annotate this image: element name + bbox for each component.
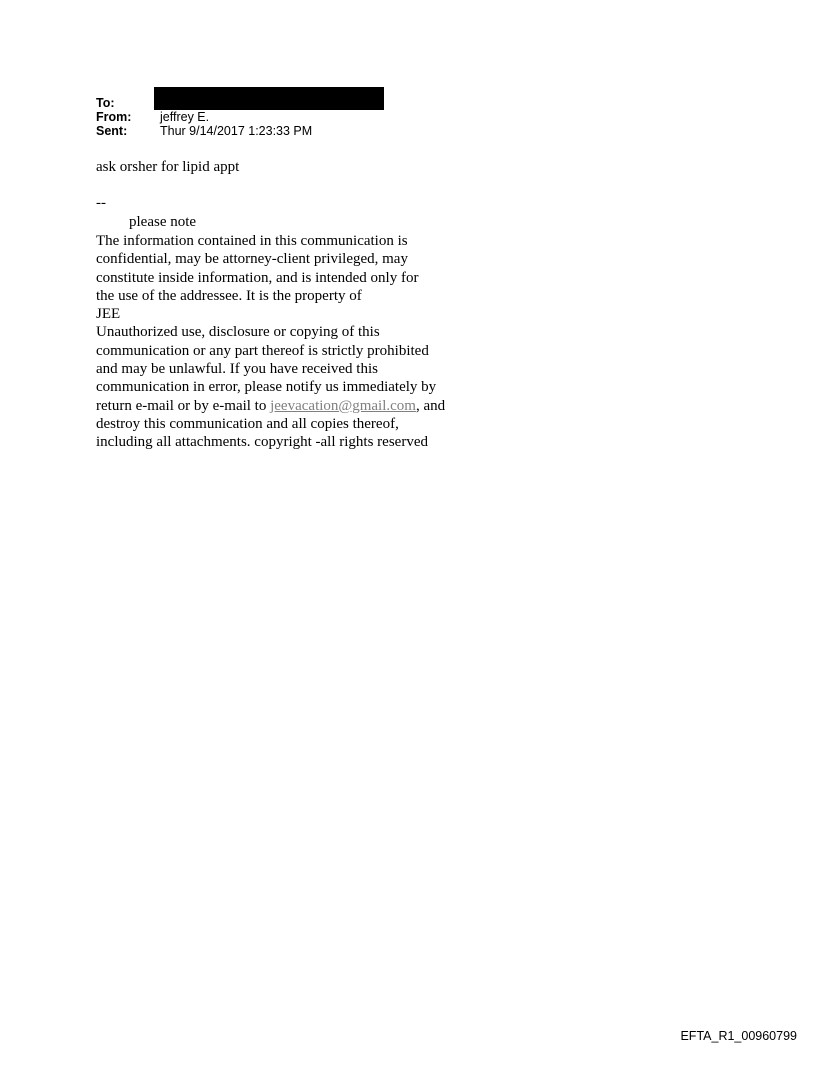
disclaimer-line: JEE: [96, 306, 121, 323]
disclaimer-line: destroy this communication and all copies thereof,: [96, 415, 399, 432]
disclaimer-line: Unauthorized use, disclosure or copying of this: [96, 324, 380, 341]
disclaimer: [96, 232, 445, 452]
from-label: From:: [96, 110, 132, 124]
to-label: To:: [96, 96, 115, 110]
to-row: [96, 96, 312, 110]
disclaimer-line: communication in error, please notify us immediately by: [96, 379, 437, 396]
document-id: EFTA_R1_00960799: [680, 1029, 797, 1043]
from-row: [96, 110, 312, 124]
disclaimer-line: confidential, may be attorney-client privileged, may: [96, 251, 408, 268]
disclaimer-line: including all attachments. copyright -all rights reserved: [96, 434, 428, 451]
disclaimer-email-line: [96, 397, 445, 415]
email-link[interactable]: jeevacation@gmail.com: [270, 397, 416, 414]
disclaimer-line: the use of the addressee. It is the property of: [96, 287, 362, 304]
note-title: please note: [129, 214, 197, 230]
sent-row: [96, 124, 312, 138]
email-header: [96, 96, 312, 138]
disclaimer-line: communication or any part thereof is strictly prohibited: [96, 342, 429, 359]
from-value: jeffrey E.: [160, 110, 210, 124]
signature-separator: --: [96, 195, 106, 211]
email-line-suffix: , and: [415, 397, 446, 414]
sent-label: Sent:: [96, 124, 128, 138]
disclaimer-line: and may be unlawful. If you have received this: [96, 361, 378, 378]
sent-value: Thur 9/14/2017 1:23:33 PM: [160, 124, 313, 138]
disclaimer-line: The information contained in this communication is: [96, 233, 408, 249]
message-body: ask orsher for lipid appt: [96, 159, 240, 175]
disclaimer-line: constitute inside information, and is intended only for: [96, 269, 419, 286]
email-line-prefix: return e-mail or by e-mail to: [96, 397, 271, 414]
